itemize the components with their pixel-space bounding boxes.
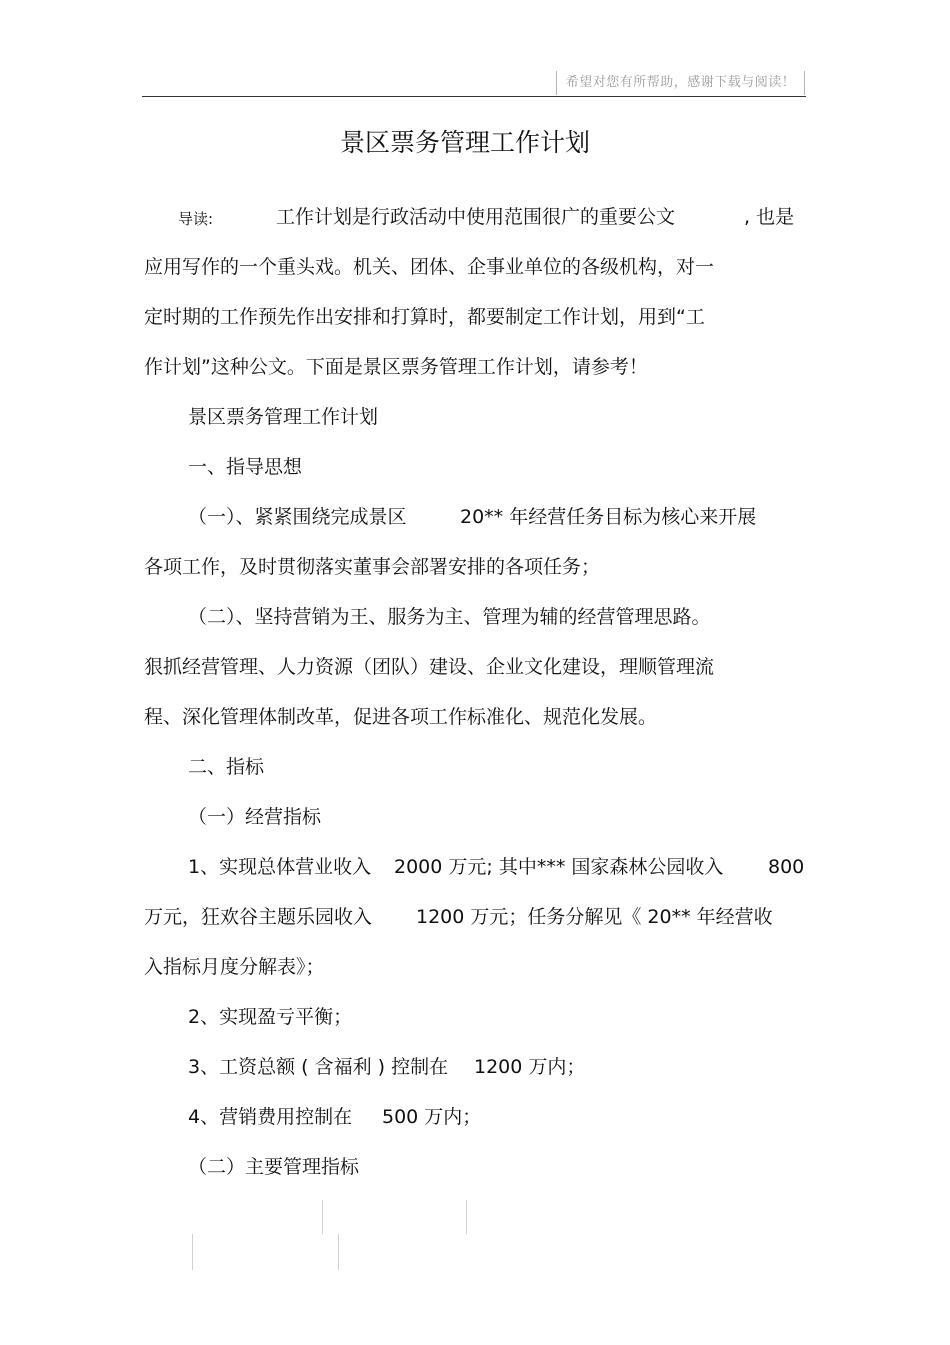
body-line: 狠抓经营管理、人力资源（团队）建设、企业文化建设，理顺管理流 bbox=[144, 656, 715, 678]
header-rule bbox=[142, 96, 806, 97]
body-line: （二）、坚持营销为王、服务为主、管理为辅的经营管理思路。 bbox=[188, 606, 711, 628]
intro-label: 导读: bbox=[178, 210, 214, 228]
header-note: 希望对您有所帮助，感谢下载与阅读！ bbox=[556, 71, 805, 95]
body-line: 1、实现总体营业收入 bbox=[188, 856, 372, 878]
body-line: 万元，狂欢谷主题乐园收入 bbox=[144, 906, 373, 928]
body-line: 2000 万元; 其中*** 国家森林公园收入 bbox=[394, 856, 724, 878]
body-line: 作计划”这种公文。下面是景区票务管理工作计划，请参考！ bbox=[144, 356, 648, 378]
body-line: 程、深化管理体制改革，促进各项工作标准化、规范化发展。 bbox=[144, 706, 658, 728]
table-border-fragment bbox=[466, 1200, 467, 1234]
body-line: 2、实现盈亏平衡； bbox=[188, 1006, 353, 1028]
subheading: （二）主要管理指标 bbox=[188, 1156, 360, 1178]
table-border-fragment bbox=[192, 1234, 193, 1270]
body-line: 1200 万内； bbox=[474, 1056, 586, 1078]
table-border-fragment bbox=[338, 1234, 339, 1270]
subheading: （一）经营指标 bbox=[188, 806, 322, 828]
body-line: 3、工资总额 ( 含福利 ) 控制在 bbox=[188, 1056, 449, 1078]
body-line: 入指标月度分解表》； bbox=[144, 956, 325, 978]
heading-1: 一、指导思想 bbox=[188, 456, 303, 478]
body-line: 4、营销费用控制在 bbox=[188, 1106, 353, 1128]
body-line: 500 万内； bbox=[382, 1106, 482, 1128]
body-line: （一）、紧紧围绕完成景区 bbox=[188, 506, 407, 528]
body-line: 应用写作的一个重头戏。机关、团体、企事业单位的各级机构，对一 bbox=[144, 256, 715, 278]
body-line: 各项工作，及时贯彻落实董事会部署安排的各项任务； bbox=[144, 556, 601, 578]
heading-2: 二、指标 bbox=[188, 756, 265, 778]
body-line: 工作计划是行政活动中使用范围很广的重要公文 bbox=[276, 206, 676, 228]
page-title: 景区票务管理工作计划 bbox=[339, 128, 590, 157]
body-line: 1200 万元；任务分解见《 20** 年经营收 bbox=[416, 906, 773, 928]
body-line: 800 bbox=[768, 856, 805, 878]
body-line: 20** 年经营任务目标为核心来开展 bbox=[460, 506, 757, 528]
section-title: 景区票务管理工作计划 bbox=[188, 406, 379, 428]
body-line: , 也是 bbox=[744, 206, 795, 228]
body-line: 定时期的工作预先作出安排和打算时，都要制定工作计划，用到“工 bbox=[144, 306, 705, 328]
table-border-fragment bbox=[322, 1200, 323, 1234]
